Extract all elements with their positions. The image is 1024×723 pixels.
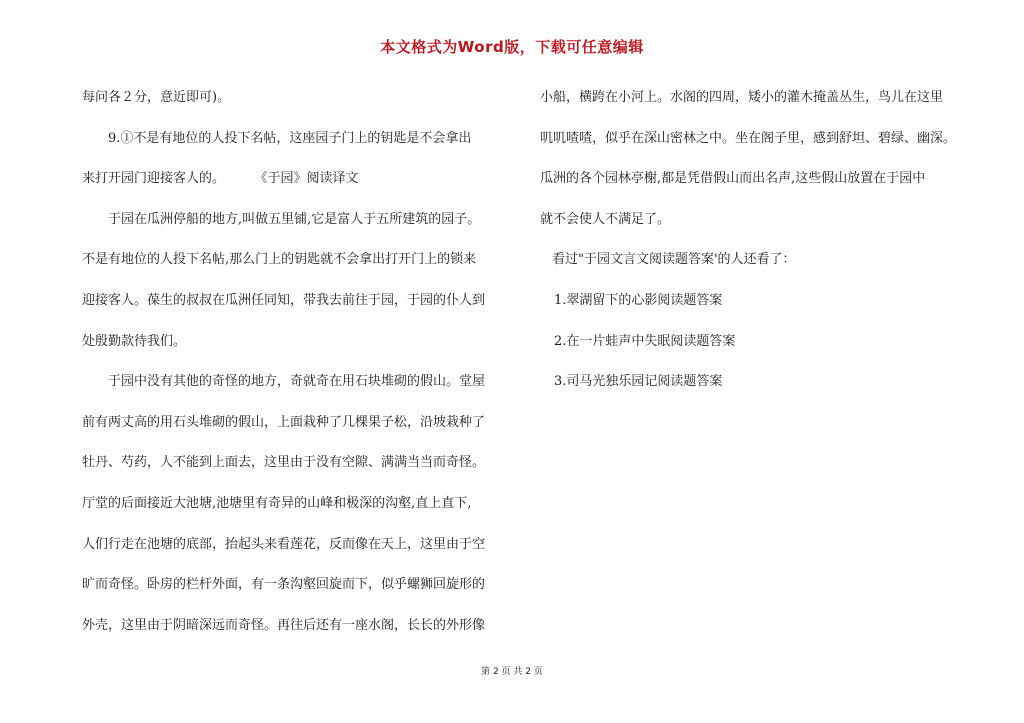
answer-note: 每问各２分，意近即可)。 [82, 90, 231, 105]
paragraph-2-cont-line: 就不会使人不满足了。 [540, 211, 671, 227]
paragraph-1-line: 处殷勤款待我们。 [82, 333, 187, 349]
paragraph-2-cont-line: 瓜洲的各个园林亭榭,都是凭借假山而出名声,这些假山放置在于园中 [540, 171, 926, 187]
paragraph-2-line: 旷而奇怪。卧房的栏杆外面，有一条沟壑回旋而下，似乎螺狮回旋形的 [82, 577, 486, 593]
paragraph-2-cont-line: 叽叽喳喳，似乎在深山密林之中。坐在阁子里，感到舒坦、碧绿、幽深。 [540, 130, 957, 146]
related-articles-title: 看过"于园文言文阅读题答案'的人还看了： [552, 252, 796, 268]
related-article-link[interactable]: 1.翠湖留下的心影阅读题答案 [554, 292, 723, 308]
download-banner: 本文格式为Word版，下载可任意编辑 [380, 38, 644, 56]
paragraph-2-cont-line: 小船，横跨在小河上。水阁的四周，矮小的灌木掩盖丛生，鸟儿在这里 [540, 90, 944, 105]
paragraph-1-line: 不是有地位的人投下名帖,那么门上的钥匙就不会拿出打开门上的锁来 [82, 252, 477, 268]
paragraph-2-line: 人们行走在池塘的底部，抬起头来看莲花，反而像在天上，这里由于空 [82, 536, 486, 552]
paragraph-2-line: 厅堂的后面接近大池塘,池塘里有奇异的山峰和极深的沟壑,直上直下, [82, 495, 472, 511]
right-column [540, 78, 980, 403]
paragraph-1-line: 于园在瓜洲停船的地方,叫做五里铺,它是富人于五所建筑的园子。 [108, 211, 481, 227]
translation-title: 《于园》阅读译文 [261, 171, 359, 187]
question-9-line-1: 9.①不是有地位的人投下名帖，这座园子门上的钥匙是不会拿出 [108, 130, 472, 146]
page-number: 第 2 页 共 2 页 [481, 667, 543, 677]
question-9-text: 来打开园门迎接客人的。 [82, 171, 226, 187]
paragraph-2-line: 前有两丈高的用石头堆砌的假山，上面栽种了几棵果子松，沿坡栽种了 [82, 414, 486, 430]
paragraph-2-line: 外壳，这里由于阴暗深远而奇怪。再往后还有一座水阁，长长的外形像 [82, 617, 486, 633]
related-article-link[interactable]: 2.在一片蛙声中失眠阅读题答案 [554, 333, 736, 349]
paragraph-2-line: 于园中没有其他的奇怪的地方，奇就奇在用石块堆砌的假山。堂屋 [108, 374, 486, 390]
paragraph-1-line: 迎接客人。葆生的叔叔在瓜洲任同知，带我去前往于园，于园的仆人到 [82, 292, 486, 308]
question-9-line-2 [82, 159, 514, 200]
paragraph-2-line: 牡丹、芍药，人不能到上面去，这里由于没有空隙、满满当当而奇怪。 [82, 455, 486, 471]
related-article-link[interactable]: 3.司马光独乐园记阅读题答案 [554, 374, 723, 390]
left-column [82, 78, 514, 646]
related-articles-list [540, 281, 980, 403]
